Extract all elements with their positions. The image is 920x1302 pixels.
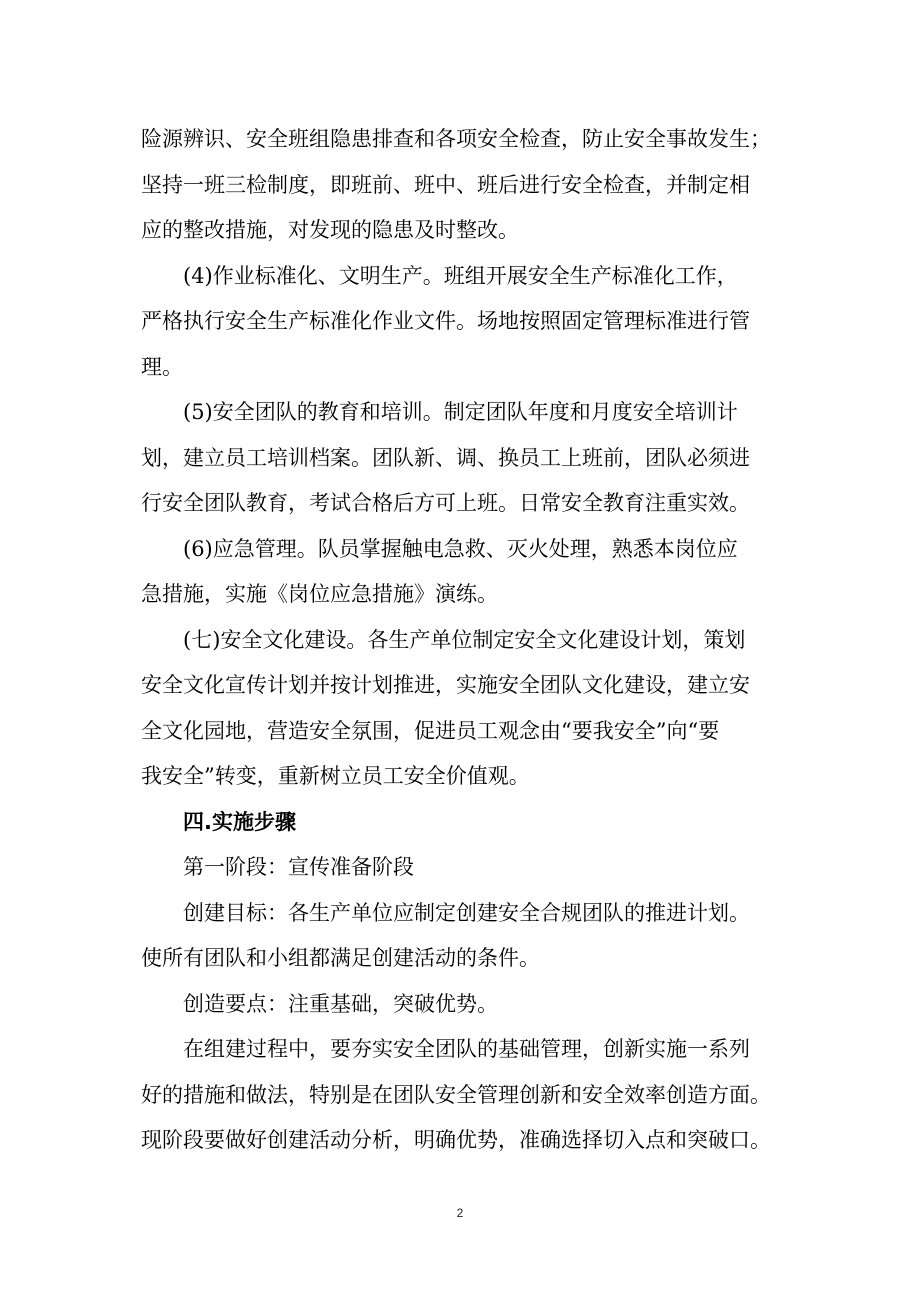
text-line: 行安全团队教育，考试合格后方可上班。日常安全教育注重实效。	[141, 491, 750, 515]
paragraph-start-line: 创造要点：注重基础，突破优势。	[183, 991, 498, 1016]
text-line: 理。	[141, 354, 183, 379]
text-line: 安全文化宣传计划并按计划推进，实施安全团队文化建设，建立安	[141, 673, 750, 697]
paragraph-start-line: (6)应急管理。队员掌握触电急救、灭火处理，熟悉本岗位应	[183, 536, 738, 561]
text-line: 急措施，实施《岗位应急措施》演练。	[141, 582, 498, 606]
paragraph-start-line: 创建目标：各生产单位应制定创建安全合规团队的推进计划。	[183, 900, 750, 925]
section-heading: 四.实施步骤	[183, 809, 296, 834]
text-line: 险源辨识、安全班组隐患排查和各项安全检查，防止安全事故发生；	[141, 127, 771, 151]
paragraph-start-line: (4)作业标准化、文明生产。班组开展安全生产标准化工作，	[183, 263, 738, 288]
text-line: 现阶段要做好创建活动分析，明确优势，准确选择切入点和突破口。	[141, 1128, 771, 1152]
body-text	[141, 117, 781, 1164]
text-line: 应的整改措施，对发现的隐患及时整改。	[141, 218, 519, 242]
text-line: 使所有团队和小组都满足创建活动的条件。	[141, 946, 540, 970]
text-line: 坚持一班三检制度，即班前、班中、班后进行安全检查，并制定相	[141, 172, 750, 197]
text-line: 好的措施和做法，特别是在团队安全管理创新和安全效率创造方面。	[141, 1082, 771, 1107]
paragraph-start-line: 在组建过程中，要夯实安全团队的基础管理，创新实施一系列	[183, 1037, 750, 1061]
paragraph-start-line: (5)安全团队的教育和培训。制定团队年度和月度安全培训计	[183, 400, 738, 424]
paragraph-start-line: 第一阶段：宣传准备阶段	[183, 855, 414, 879]
page-number: 2	[456, 1206, 464, 1220]
text-line: 全文化园地，营造安全氛围，促进员工观念由“要我安全”向“要	[141, 718, 720, 743]
text-line: 严格执行安全生产标准化作业文件。场地按照固定管理标准进行管	[141, 309, 750, 333]
text-line: 我安全”转变，重新树立员工安全价值观。	[141, 764, 530, 788]
text-line: 划，建立员工培训档案。团队新、调、换员工上班前，团队必须进	[141, 445, 750, 470]
paragraph-start-line: (七)安全文化建设。各生产单位制定安全文化建设计划，策划	[183, 627, 746, 652]
